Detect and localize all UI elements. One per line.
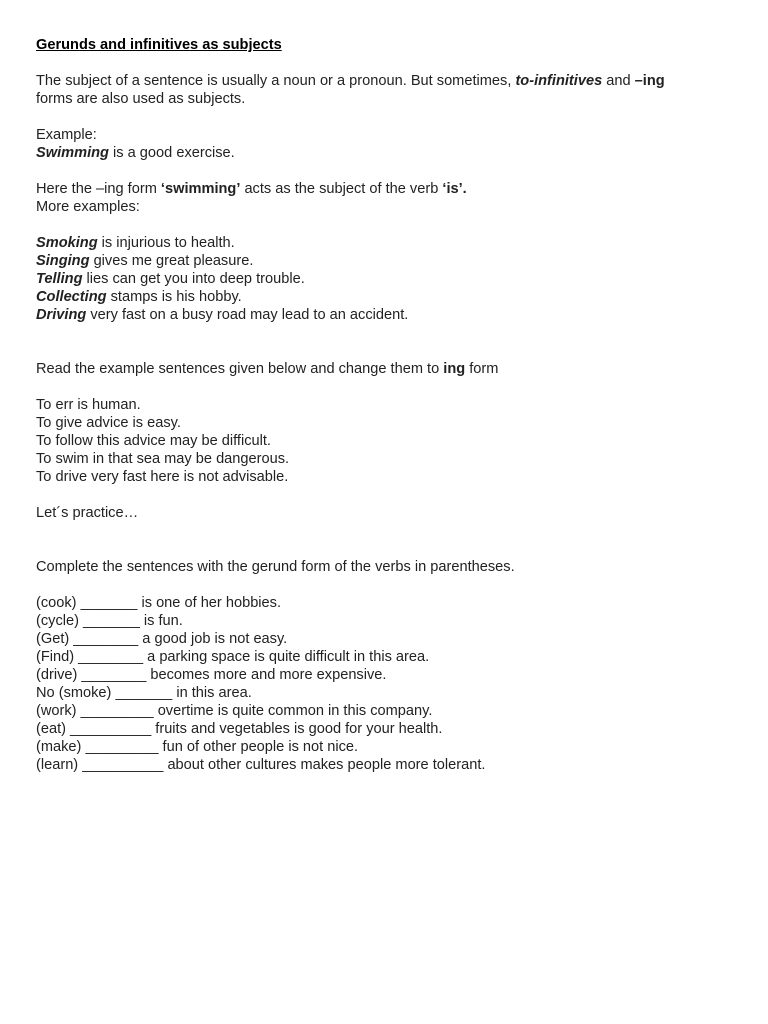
page-title: Gerunds and infinitives as subjects <box>36 37 282 53</box>
explanation-text-2: acts as the subject of the verb <box>240 181 443 197</box>
exercise-item: (cycle) _______ is fun. <box>36 613 183 629</box>
list-item <box>36 288 736 306</box>
example-remainder: gives me great pleasure. <box>89 253 254 269</box>
exercise-item: (Get) ________ a good job is not easy. <box>36 631 288 647</box>
list-item: To swim in that sea may be dangerous. <box>36 451 290 467</box>
exercise-item: (eat) __________ fruits and vegetables is good for your health. <box>36 721 443 737</box>
exercise-instruction: Complete the sentences with the gerund form of the verbs in parentheses. <box>36 559 515 575</box>
worksheet-page <box>36 36 736 774</box>
exercise-item: (Find) ________ a parking space is quite difficult in this area. <box>36 649 430 665</box>
example-gerund: Driving <box>36 307 87 323</box>
example-remainder: stamps is his hobby. <box>106 289 242 305</box>
list-item: To follow this advice may be difficult. <box>36 433 271 449</box>
example-gerund: Smoking <box>36 235 98 251</box>
explanation-text-1: Here the –ing form <box>36 181 161 197</box>
practice-label: Let´s practice… <box>36 505 139 521</box>
list-item: To give advice is easy. <box>36 415 181 431</box>
exercise-item: (learn) __________ about other cultures makes people more tolerant. <box>36 757 486 773</box>
list-item: To drive very fast here is not advisable. <box>36 469 289 485</box>
exercise-item: (drive) ________ becomes more and more expensive. <box>36 667 387 683</box>
example-remainder: very fast on a busy road may lead to an accident. <box>86 307 409 323</box>
spacer <box>36 54 736 72</box>
explanation-is: ‘is’. <box>442 181 467 197</box>
example-gerund: Collecting <box>36 289 107 305</box>
explanation-swimming: ‘swimming’ <box>160 181 241 197</box>
spacer <box>36 108 736 126</box>
read-instruction-ing: ing <box>443 361 466 377</box>
read-instruction-text-2: form <box>465 361 499 377</box>
explanation-sentence <box>36 180 736 198</box>
exercise-list <box>36 594 736 774</box>
intro-to-infinitives: to-infinitives <box>515 73 603 89</box>
example-remainder: lies can get you into deep trouble. <box>82 271 305 287</box>
exercise-item: (work) _________ overtime is quite common in this company. <box>36 703 433 719</box>
infinitive-sentences-list <box>36 396 736 486</box>
intro-text-3: forms are also used as subjects. <box>36 91 246 107</box>
spacer <box>36 162 736 180</box>
intro-text-1: The subject of a sentence is usually a noun or a pronoun. But sometimes, <box>36 73 516 89</box>
spacer <box>36 522 736 558</box>
more-examples-list <box>36 234 736 324</box>
example-rest: is a good exercise. <box>108 145 235 161</box>
intro-ing: –ing <box>634 73 665 89</box>
list-item <box>36 306 736 324</box>
spacer <box>36 576 736 594</box>
list-item: To err is human. <box>36 397 141 413</box>
spacer <box>36 486 736 504</box>
list-item <box>36 252 736 270</box>
example-gerund: Singing <box>36 253 90 269</box>
spacer <box>36 216 736 234</box>
spacer <box>36 324 736 360</box>
exercise-item: No (smoke) _______ in this area. <box>36 685 252 701</box>
list-item <box>36 234 736 252</box>
example-remainder: is injurious to health. <box>97 235 235 251</box>
list-item <box>36 270 736 288</box>
example-gerund: Telling <box>36 271 83 287</box>
more-examples-label: More examples: <box>36 199 140 215</box>
example-word: Swimming <box>36 145 109 161</box>
exercise-item: (make) _________ fun of other people is not nice. <box>36 739 359 755</box>
intro-text-2: and <box>602 73 635 89</box>
example-label: Example: <box>36 127 97 143</box>
exercise-item: (cook) _______ is one of her hobbies. <box>36 595 282 611</box>
intro-paragraph <box>36 72 736 108</box>
example-sentence <box>36 144 736 162</box>
spacer <box>36 378 736 396</box>
read-instruction <box>36 360 736 378</box>
read-instruction-text-1: Read the example sentences given below and change them to <box>36 361 444 377</box>
